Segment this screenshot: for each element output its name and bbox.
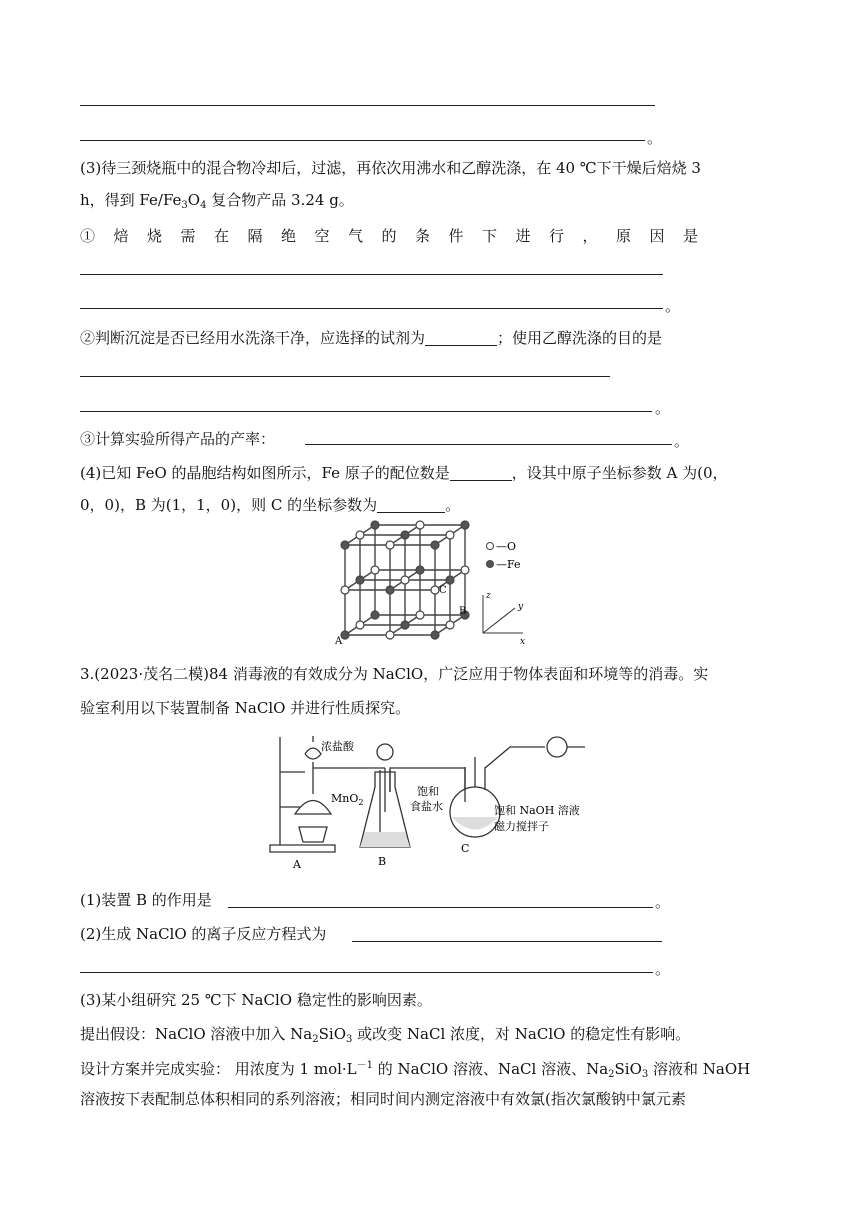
answer-line (305, 444, 672, 445)
label-b: B (459, 606, 467, 617)
answer-line (80, 411, 652, 412)
design-line2: 溶液按下表配制总体积相同的系列溶液；相同时间内测定溶液中有效氯(指次氯酸钠中氯元素 (80, 1090, 686, 1108)
paragraph-4-line1: (4)已知 FeO 的晶胞结构如图所示，Fe 原子的配位数是 ，设其中原子坐标参数 A 为(0， (80, 464, 728, 482)
hypothesis-line: 提出假设：NaClO 溶液中加入 $Na_2SiO_3$ 或改变 NaCl 浓度，对 NaClO 的稳定性有影响。 (80, 1025, 691, 1045)
period: 。 (655, 960, 671, 978)
answer-line (80, 308, 663, 309)
period: 。 (647, 129, 663, 147)
answer-line (80, 274, 663, 275)
paragraph-3-line2: h，得到 $Fe/Fe_3O_4$ 复合物产品 3.24 g。 (80, 191, 354, 211)
section-3-question-1: (1)装置 B 的作用是 (80, 891, 212, 909)
axis-z: z (486, 591, 491, 601)
period: 。 (655, 893, 671, 911)
paragraph-3-line1: (3)待三颈烧瓶中的混合物冷却后，过滤，再依次用沸水和乙醇洗涤，在 40 ℃下干燥后焙烧 3 (80, 159, 701, 177)
period: 。 (674, 432, 690, 450)
label-brine-2: 食盐水 (410, 800, 443, 813)
label-a: A (293, 858, 301, 871)
label-c: C (461, 842, 470, 855)
question-3: ③计算实验所得产品的产率： (80, 430, 276, 448)
paragraph-4-line2: 0，0)，B 为(1，1，0)，则 C 的坐标参数为 。 (80, 496, 461, 514)
question-2: ②判断沉淀是否已经用水洗涤干净，应选择的试剂为 ；使用乙醇洗涤的目的是 (80, 329, 663, 347)
label-b: B (378, 855, 387, 868)
label-a: A (335, 636, 343, 647)
period: 。 (655, 399, 671, 417)
answer-line (80, 376, 610, 377)
section-3-line2: 验室利用以下装置制备 NaClO 并进行性质探究。 (80, 699, 411, 717)
period: 。 (665, 297, 681, 315)
design-line1: 设计方案并完成实验： 用浓度为 1 $mol\cdot L^{-1}$ 的 NaClO 溶液、NaCl 溶液、$Na_2SiO_3$ 溶液和 NaOH (80, 1060, 751, 1080)
section-3-line1: 3.(2023·茂名二模)84 消毒液的有效成分为 NaClO，广泛应用于物体表面和环境等的消毒。实 (80, 665, 709, 683)
crystal-structure-figure (335, 520, 535, 650)
answer-line (80, 972, 653, 973)
answer-line (80, 140, 645, 141)
answer-blank[interactable] (450, 464, 512, 481)
legend-o: —O (496, 540, 517, 553)
label-mno2: MnO$_2$ (331, 792, 364, 807)
label-acid: 浓盐酸 (321, 740, 354, 753)
answer-line (80, 105, 655, 106)
label-naoh: 饱和 NaOH 溶液 (494, 804, 580, 817)
label-brine-1: 饱和 (417, 785, 439, 798)
section-3-question-3: (3)某小组研究 25 ℃下 NaClO 稳定性的影响因素。 (80, 991, 432, 1009)
legend-fe: —Fe (496, 558, 521, 571)
answer-line (352, 941, 662, 942)
label-stirrer: 磁力搅拌子 (494, 820, 549, 833)
answer-blank[interactable] (377, 496, 445, 513)
question-1: ①焙烧需在隔绝空气的条件下进行，原因是 (80, 227, 717, 245)
apparatus-figure (265, 732, 605, 872)
label-c: C (439, 585, 447, 596)
section-3-question-2: (2)生成 NaClO 的离子反应方程式为 (80, 925, 327, 943)
axis-x: x (520, 637, 526, 647)
answer-line (228, 907, 653, 908)
axis-y: y (518, 602, 524, 612)
answer-blank[interactable] (425, 329, 497, 346)
